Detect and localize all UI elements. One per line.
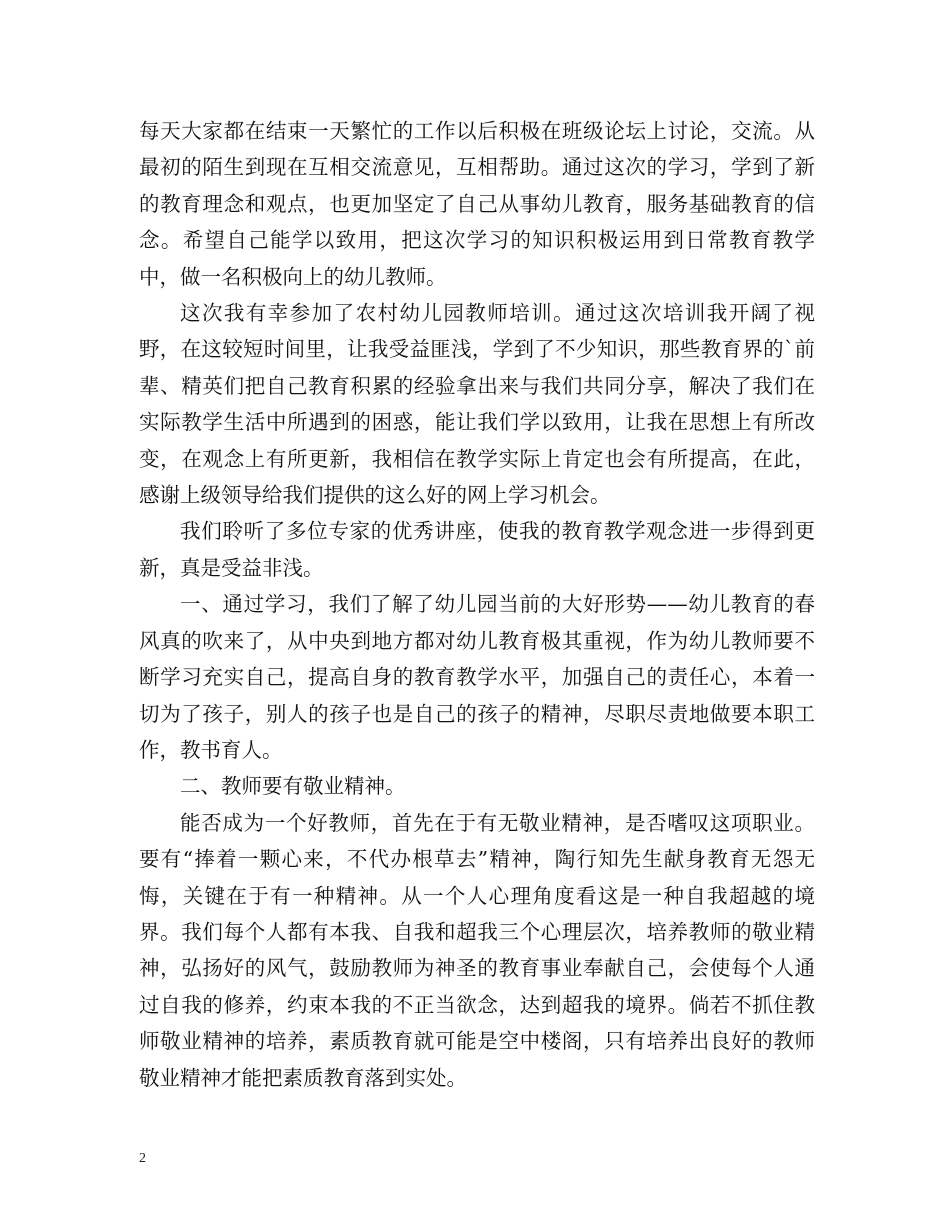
paragraph-3: 我们聆听了多位专家的优秀讲座，使我的教育教学观念进一步得到更新，真是受益非浅。: [139, 519, 815, 580]
paragraph-1: 每天大家都在结束一天繁忙的工作以后积极在班级论坛上讨论，交流。从最初的陌生到现在互相交流意见，互相帮助。通过这次的学习，学到了新的教育理念和观点，也更加坚定了自己从事幼儿教育，服务基础教育的信念。希望自己能学以致用，把这次学习的知识积极运用到日常教育教学中，做一名积极向上的幼儿教师。: [139, 119, 815, 289]
paragraph-5: 二、教师要有敬业精神。: [180, 774, 406, 799]
paragraph-2: 这次我有幸参加了农村幼儿园教师培训。通过这次培训我开阔了视野，在这较短时间里，让我受益匪浅，学到了不少知识，那些教育界的`前辈、精英们把自己教育积累的经验拿出来与我们共同分享，解决了我们在实际教学生活中所遇到的困惑，能让我们学以致用，让我在思想上有所改变，在观念上有所更新，我相信在教学实际上肯定也会有所提高，在此，感谢上级领导给我们提供的这么好的网上学习机会。: [139, 301, 815, 508]
paragraph-4: 一、通过学习，我们了解了幼儿园当前的大好形势——幼儿教育的春风真的吹来了，从中央到地方都对幼儿教育极其重视，作为幼儿教师要不断学习充实自己，提高自身的教育教学水平，加强自己的责任心，本着一切为了孩子，别人的孩子也是自己的孩子的精神，尽职尽责地做要本职工作，教书育人。: [139, 592, 815, 762]
body-text: [139, 113, 815, 1096]
paragraph-6: 能否成为一个好教师，首先在于有无敬业精神，是否嗜叹这项职业。要有“捧着一颗心来，不代办根草去”精神，陶行知先生献身教育无怨无悔，关键在于有一种精神。从一个人心理角度看这是一种自我超越的境界。我们每个人都有本我、自我和超我三个心理层次，培养教师的敬业精神，弘扬好的风气，鼓励教师为神圣的教育事业奉献自己，会使每个人通过自我的修养，约束本我的不正当欲念，达到超我的境界。倘若不抓住教师敬业精神的培养，素质教育就可能是空中楼阁，只有培养出良好的教师敬业精神才能把素质教育落到实处。: [139, 810, 815, 1090]
page-number: 2: [139, 1151, 146, 1166]
